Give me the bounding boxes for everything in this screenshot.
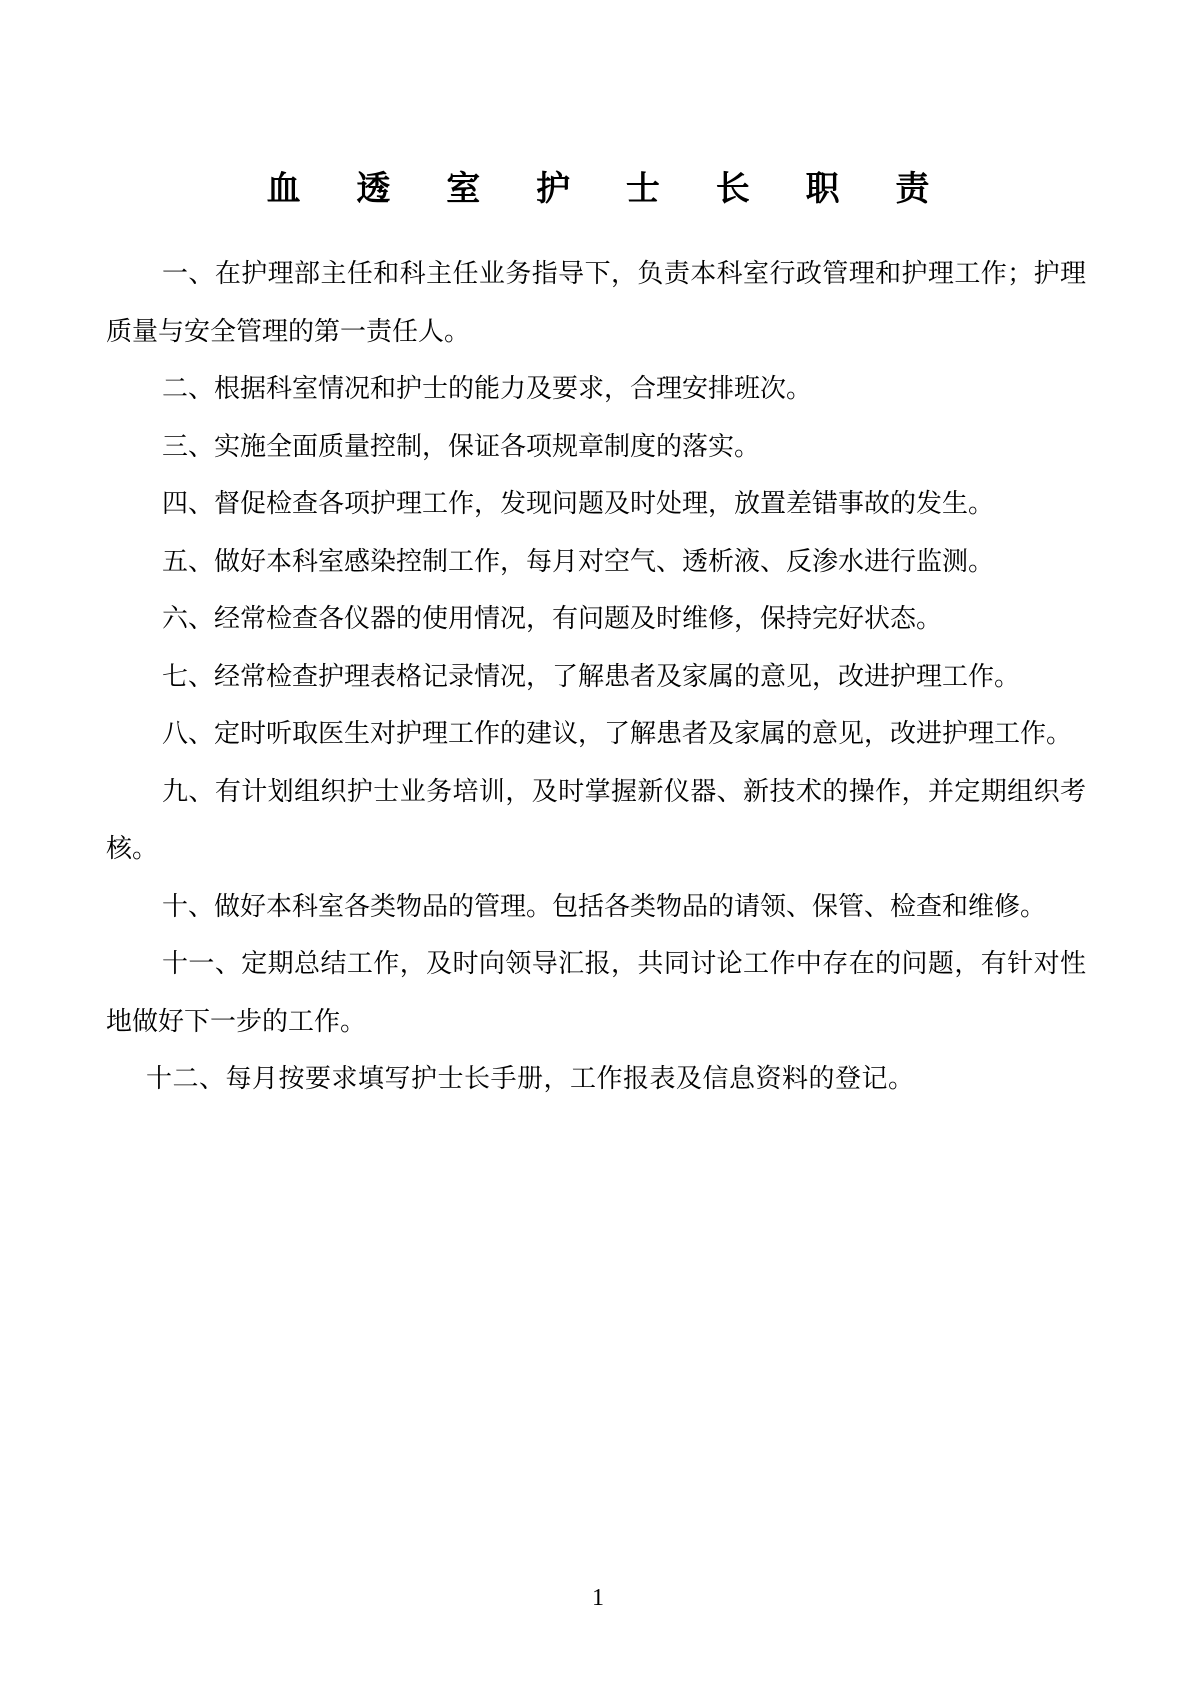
paragraph-11: 十一、定期总结工作，及时向领导汇报，共同讨论工作中存在的问题，有针对性地做好下一步的工作。 xyxy=(106,949,1086,1037)
document-title: 血 透 室 护 士 长 职 责 xyxy=(266,169,952,209)
paragraph-2: 二、根据科室情况和护士的能力及要求，合理安排班次。 xyxy=(162,374,813,404)
paragraph-7: 七、经常检查护理表格记录情况，了解患者及家属的意见，改进护理工作。 xyxy=(162,661,1021,692)
paragraph-8: 八、定时听取医生对护理工作的建议，了解患者及家属的意见，改进护理工作。 xyxy=(162,719,1073,749)
paragraph-12: 十二、每月按要求填写护士长手册，工作报表及信息资料的登记。 xyxy=(146,1064,915,1094)
paragraph-5: 五、做好本科室感染控制工作，每月对空气、透析液、反渗水进行监测。 xyxy=(162,546,995,577)
paragraph-10: 十、做好本科室各类物品的管理。包括各类物品的请领、保管、检查和维修。 xyxy=(162,891,1047,922)
paragraph-9: 九、有计划组织护士业务培训，及时掌握新仪器、新技术的操作，并定期组织考核。 xyxy=(106,776,1086,864)
paragraph-4: 四、督促检查各项护理工作，发现问题及时处理，放置差错事故的发生。 xyxy=(162,489,995,519)
document-body xyxy=(106,246,1086,1109)
paragraph-6: 六、经常检查各仪器的使用情况，有问题及时维修，保持完好状态。 xyxy=(162,604,943,634)
paragraph-1: 一、在护理部主任和科主任业务指导下，负责本科室行政管理和护理工作；护理质量与安全管理的第一责任人。 xyxy=(106,259,1086,347)
page-number: 1 xyxy=(592,1585,604,1611)
paragraph-3: 三、实施全面质量控制，保证各项规章制度的落实。 xyxy=(162,431,761,462)
